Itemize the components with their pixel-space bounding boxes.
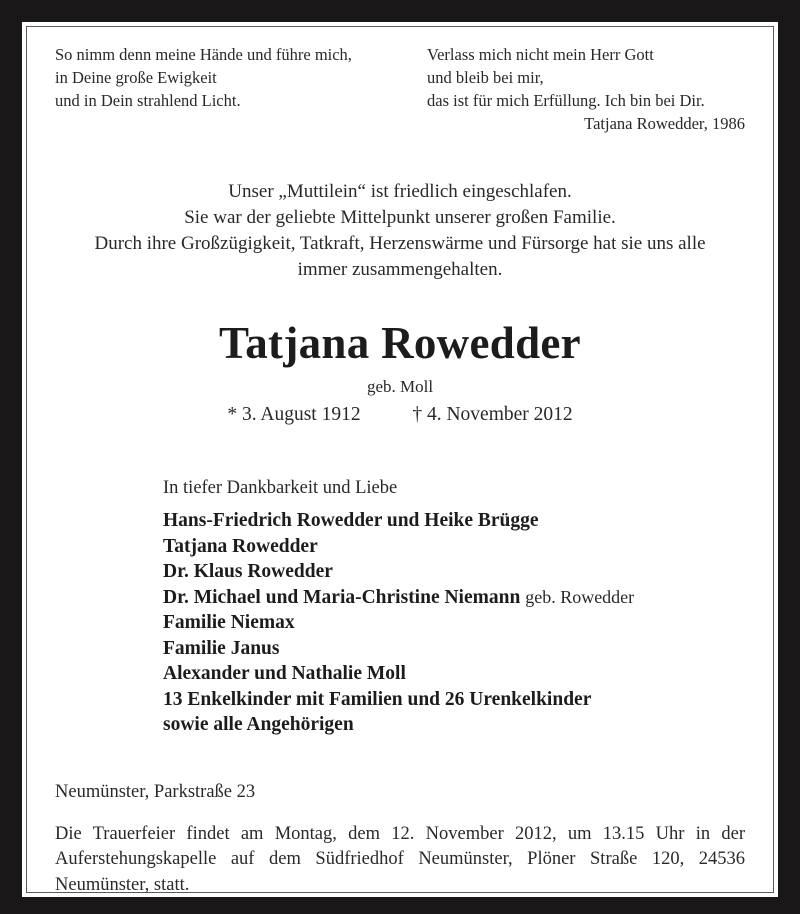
obituary-page [26,26,774,893]
deceased-name: Tatjana Rowedder [219,318,581,368]
footer-address: Neumünster, Parkstraße 23 [55,781,256,802]
death-symbol-icon: † [412,404,423,425]
obituary-frame-gap [22,22,778,897]
mourners-block [53,476,747,738]
verse-right-line-3: das ist für mich Erfüllung. Ich bin bei Dir. [427,91,705,110]
mourner-suffix: geb. Rowedder [525,586,635,607]
life-dates [53,402,747,428]
mourner-name: sowie alle Angehörigen [163,714,354,735]
mourner-name: Familie Niemax [163,612,295,633]
verse-left [53,43,352,112]
mourner-name: Dr. Klaus Rowedder [163,561,333,582]
mourner-entry [163,508,747,534]
verse-left-line-3: und in Dein strahlend Licht. [55,91,241,110]
mourner-entry [163,610,747,636]
mourner-entry [163,559,747,585]
birth-symbol-icon: * [227,404,238,425]
maiden-name: geb. Moll [366,377,434,396]
verse-right-line-2: und bleib bei mir, [427,68,544,87]
mourner-name: Dr. Michael und Maria-Christine Niemann [163,586,521,608]
mourner-name: Hans-Friedrich Rowedder und Heike Brügge [163,510,539,531]
mourner-name: Tatjana Rowedder [163,535,318,557]
intro-paragraph [53,179,747,283]
verse-attribution: Tatjana Rowedder, 1986 [584,114,745,133]
mourner-entry [163,712,747,738]
mourner-name: Familie Janus [163,637,280,659]
intro-line-4: immer zusammengehalten. [297,259,503,280]
mourner-entry [163,534,747,560]
death-date: 4. November 2012 [426,404,573,425]
verse-right [427,43,747,135]
mourner-entry [163,636,747,662]
footer-ceremony: Die Trauerfeier findet am Montag, dem 12. November 2012, um 13.15 Uhr in der Auferstehungskapelle auf dem Südfriedhof Neumünster, Plöner Straße 120, 24536 Neumünster, statt. [55,823,745,895]
intro-line-1: Unser „Muttilein“ ist friedlich eingeschlafen. [228,181,572,202]
mourner-name: 13 Enkelkinder mit Familien und 26 Urenkelkinder [163,688,592,710]
mourner-name: Alexander und Nathalie Moll [163,663,406,684]
verse-left-line-1: So nimm denn meine Hände und führe mich, [55,45,352,64]
intro-line-3: Durch ihre Großzügigkeit, Tatkraft, Herzenswärme und Fürsorge hat sie uns alle [94,233,706,254]
mourners-lead: In tiefer Dankbarkeit und Liebe [163,478,398,498]
birth-date: 3. August 1912 [241,404,361,425]
mourner-entry [163,661,747,687]
mourner-entry [163,687,747,713]
intro-line-2: Sie war der geliebte Mittelpunkt unserer großen Familie. [184,207,616,228]
mourner-entry [163,585,747,611]
verse-section [53,43,747,135]
deceased-block [53,317,747,428]
obituary-content [27,27,773,895]
verse-left-line-2: in Deine große Ewigkeit [55,68,217,87]
footer-block [53,780,747,899]
verse-right-line-1: Verlass mich nicht mein Herr Gott [427,45,654,64]
